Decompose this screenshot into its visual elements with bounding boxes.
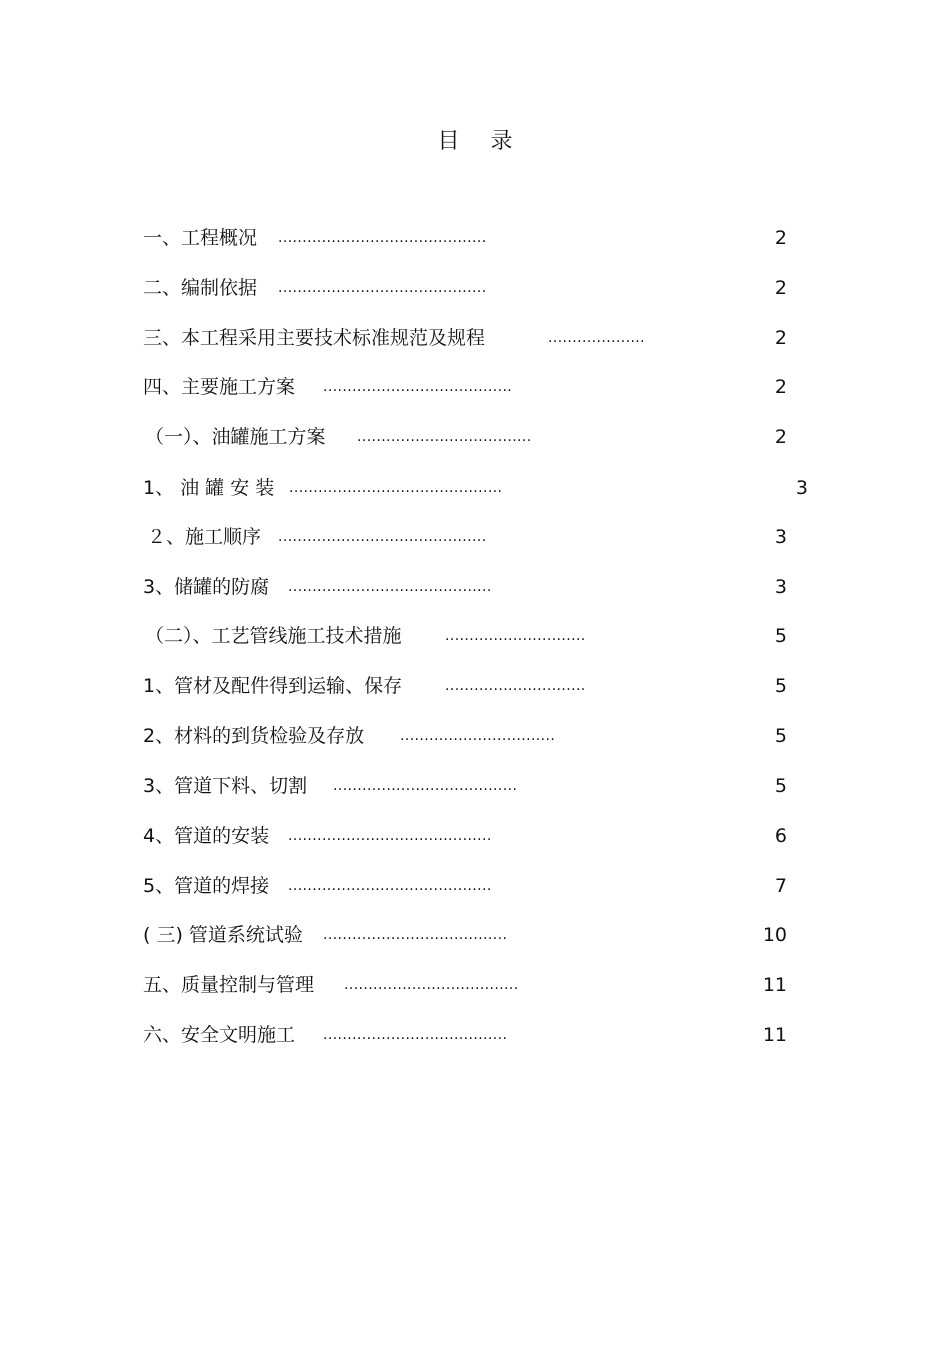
toc-entry-page: 5 xyxy=(774,725,787,747)
toc-title: 目 录 xyxy=(437,129,525,154)
toc-entry-label: 1、管材及配件得到运输、保存 xyxy=(143,675,403,697)
toc-entry[interactable] xyxy=(0,372,950,402)
toc-entry[interactable] xyxy=(0,572,950,602)
toc-entry-leader: ............................. xyxy=(445,628,586,644)
toc-entry-leader: ........................................... xyxy=(278,230,487,246)
toc-entry[interactable] xyxy=(0,721,950,751)
toc-entry-leader: ...................................... xyxy=(333,778,518,794)
toc-entry-page: 3 xyxy=(774,576,787,598)
toc-entry[interactable] xyxy=(0,1020,950,1050)
toc-entry-page: 3 xyxy=(795,477,808,499)
toc-entry[interactable] xyxy=(0,871,950,901)
toc-entry-label: 3、管道下料、切割 xyxy=(143,775,308,797)
toc-entry[interactable] xyxy=(0,920,950,950)
toc-entry-label: 5、管道的焊接 xyxy=(143,875,270,897)
toc-entry[interactable] xyxy=(0,273,950,303)
toc-entry[interactable] xyxy=(0,621,950,651)
toc-entry-label: 三、本工程采用主要技术标准规范及规程 xyxy=(143,327,486,349)
toc-entry-label: （一）、油罐施工方案 xyxy=(145,426,326,448)
toc-entry-page: 2 xyxy=(774,376,787,398)
toc-entry-leader: .................................... xyxy=(357,429,532,445)
toc-entry[interactable] xyxy=(0,671,950,701)
toc-entry-label: 六、安全文明施工 xyxy=(143,1024,296,1046)
toc-entry[interactable] xyxy=(0,970,950,1000)
toc-entry-page: 6 xyxy=(774,825,787,847)
toc-entry[interactable] xyxy=(0,223,950,253)
toc-entry-page: 2 xyxy=(774,227,787,249)
toc-entry-label: 二、编制依据 xyxy=(143,277,258,299)
toc-entry-page: 3 xyxy=(774,526,787,548)
toc-entry-label: （二）、工艺管线施工技术措施 xyxy=(145,625,402,647)
toc-entry-label: 五、质量控制与管理 xyxy=(143,974,315,996)
toc-entry-page: 5 xyxy=(774,675,787,697)
toc-entry-label: 3、储罐的防腐 xyxy=(143,576,270,598)
toc-entry-page: 11 xyxy=(762,974,787,996)
toc-entry-leader: ............................. xyxy=(445,678,586,694)
toc-entry-leader: .......................................... xyxy=(288,579,492,595)
toc-entry-label: 1、 油 罐 安 装 xyxy=(143,477,275,499)
toc-entry[interactable] xyxy=(0,522,950,552)
toc-entry-leader: ............................................ xyxy=(289,480,503,496)
toc-entry-page: 2 xyxy=(774,277,787,299)
toc-entry-leader: .......................................... xyxy=(288,828,492,844)
toc-entry-page: 2 xyxy=(774,327,787,349)
toc-entry-leader: .................... xyxy=(548,330,646,346)
toc-entry[interactable] xyxy=(0,323,950,353)
toc-entry[interactable] xyxy=(0,771,950,801)
toc-entry-page: 2 xyxy=(774,426,787,448)
toc-entry-leader: ................................ xyxy=(400,728,556,744)
toc-entry-page: 7 xyxy=(774,875,787,897)
toc-entry-label: 4、管道的安装 xyxy=(143,825,270,847)
toc-entry-label: ２、施工顺序 xyxy=(147,526,262,548)
toc-entry-label: 一、工程概况 xyxy=(143,227,258,249)
toc-entry-leader: ........................................... xyxy=(278,280,487,296)
toc-entry-leader: ....................................... xyxy=(323,379,513,395)
toc-entry-leader: ...................................... xyxy=(323,927,508,943)
toc-entry-leader: ...................................... xyxy=(323,1027,508,1043)
toc-entry[interactable] xyxy=(0,821,950,851)
toc-entry[interactable] xyxy=(0,422,950,452)
toc-entry-label: 2、材料的到货检验及存放 xyxy=(143,725,365,747)
toc-entry-page: 5 xyxy=(774,775,787,797)
toc-entry[interactable] xyxy=(0,473,950,503)
toc-entry-page: 5 xyxy=(774,625,787,647)
toc-entry-leader: .................................... xyxy=(344,977,519,993)
toc-entry-leader: ........................................... xyxy=(278,529,487,545)
toc-entry-label: ( 三) 管道系统试验 xyxy=(143,924,303,946)
toc-entry-page: 11 xyxy=(762,1024,787,1046)
toc-entry-page: 10 xyxy=(762,924,787,946)
toc-entry-label: 四、主要施工方案 xyxy=(143,376,296,398)
toc-entry-leader: .......................................... xyxy=(288,878,492,894)
